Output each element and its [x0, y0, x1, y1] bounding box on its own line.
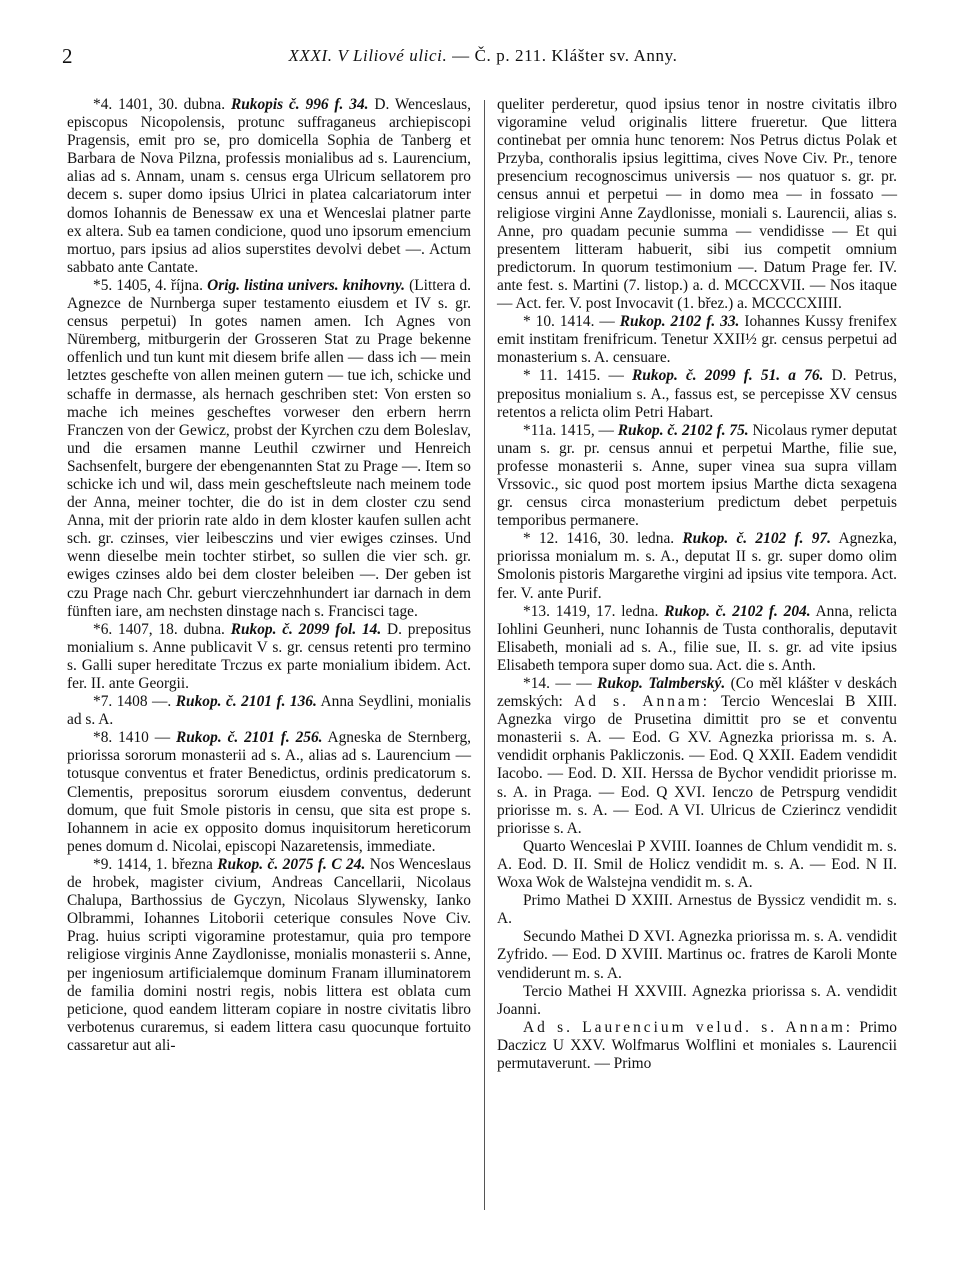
entry-7-text: Anna Seydlini, monialis ad s. A.	[67, 693, 471, 729]
page-number: 2	[62, 44, 73, 68]
paragraph-quarto: Quarto Wenceslai P XVIII. Ioannes de Chlum vendidit m. s. A. Eod. D. II. Smil de Holicz vendidit m. s. A. — Eod. N II. Woxa Wok de Walstejna vendidit m. s. A.	[497, 837, 897, 892]
entry-14	[497, 675, 897, 838]
entry-11a-head: *11a. 1415, —	[523, 421, 618, 439]
entry-12-head: * 12. 1416, 30. ledna.	[523, 530, 683, 548]
entry-14-text-b: Tercio Wenceslai B XIII. Agnezka virgo de Prusetina dimittit pro se et conventu monasterii s. A. — Eod. G XV. Agnezka priorissa m. s. A. vendidit orphanis Pakliczonis. — Eod. Q XXII. Eadem vendidit Iacobo. — Eod. D. XII. Herssa de Bychor vendidit priorisse m. s. A. in Praga. — Eod. Q XVI. Ienczo de Petrspurg vendidit priorisse m. s. A. — Eod. A VI. Ulricus de Czierincz vendidit priorisse s. A.	[497, 693, 897, 837]
entry-14-spaced: Ad s. Annam:	[574, 693, 710, 711]
entry-8-ref: Rukop. č. 2101 f. 256.	[175, 729, 323, 747]
entry-11-head: * 11. 1415. —	[523, 367, 633, 385]
entry-11	[497, 367, 897, 421]
entry-4	[67, 96, 471, 277]
entry-11-text: D. Petrus, prepositus monialium s. A., fassus est, se percepisse XV census retentos a relicta olim Petri Habart.	[497, 367, 898, 421]
entry-5-text: (Littera d. Agnezce de Nurnberga super testamento eiusdem et IV s. gr. census perpetui) In gotes namen amen. Ich Agnes von Nüremberg, mitburgerin der Grosseren Stat zu Prage bekenne offenlich und tun kunt mit diesem brife allen — dass ich — mein letztes geschefte von allen meinen gutern — tue ich, schicke und schaffe in dermasse, als hernach geschriben stet: Von ersten so mache ich meines gescheftes vorweser den erbern herrn Franczen von der Gewicz, probst der Kyrchen czu dem Boleslav, und die ersamen manne Leuthil czwirner und Henreich Sachsenfelt, burgere der ebengenannten Stat zu Prage —. Item so schicke ich und wil, dass mein gescheftsleute nach meinem tode der Anna, meiner tochter, die do ist in dem closter czu send Anna, mit der priorin rate aldo in dem kloster kaufen sullen acht sch. gr. czinses, vier leibesczins und vier ewiges czinses. Und wenn dieselbe mein tochter stirbet, so sullen die vier sch. gr. ewiges czinses aldo bei dem closter beleiben —. Der geben ist czu Prage nach Chr. geburt vierczehnhundert iar darnach in dem fünften iare, am nechsten dinstage nach s. Francisci tage.	[67, 276, 471, 620]
entry-9-text: Nos Wenceslaus de hrobek, magister civium, Andreas Cancellarii, Nicolaus Chalupa, Barthossius de Gyczyn, Nicolaus Slywensky, Ianko Olbrammi, Iohannes Litoborii ceterique consules Nove Civ. Prag. huius scripti vigoramine protestamur, quia pro tempore religiose virginis Anne Zaydlonisse, monialis monasterii s. Anne, per ingeniosum artificialemque dominum Franam illuminatorem de familia domini nostri regis, nobis littera est oblata cum peticione, quod eandem litteram copiare in nostre civitatis libro verbotenus curaremus, si eadem littera casu quocunque fortuito cassaretur aut ali-	[67, 855, 472, 1054]
entry-12-ref: Rukop. č. 2102 f. 97.	[682, 530, 832, 548]
entry-5-head: *5. 1405, 4. října.	[93, 276, 208, 294]
paragraph-secundo: Secundo Mathei D XVI. Agnezka priorissa m. s. A. vendidit Zyfrido. — Eod. D XVIII. Martinus oc. fratres de Karoli Monte vendiderunt m. s. A.	[497, 928, 897, 982]
right-column	[497, 96, 897, 1073]
entry-6	[67, 621, 471, 693]
column-divider	[484, 100, 485, 1210]
entry-13	[497, 603, 897, 675]
entry-6-text: D. prepositus monialium s. Anne publicavit V s. gr. census retenti pro termino s. Galli super hereditate Trczus ex parte monialium ibidem. Act. fer. II. ante Georgii.	[67, 620, 471, 692]
running-header	[62, 44, 904, 74]
entry-7	[67, 693, 471, 729]
entry-10-ref: Rukop. 2102 f. 33.	[619, 313, 740, 331]
entry-10	[497, 313, 897, 367]
entry-7-head: *7. 1408 —.	[93, 693, 176, 711]
entry-5	[67, 277, 471, 621]
entry-8	[67, 729, 471, 856]
laurencium-spaced: Ad s. Laurencium velud. s. Annam:	[523, 1018, 854, 1036]
entry-14-text-a: (Co měl klášter v deskách zemských:	[497, 675, 897, 711]
entry-5-ref: Orig. listina univers. knihovny.	[207, 276, 405, 294]
entry-9-head: *9. 1414, 1. března	[93, 855, 218, 873]
entry-10-head: * 10. 1414. —	[523, 313, 620, 331]
entry-4-text: D. Wenceslaus, episcopus Nicopolensis, protunc suffraganeus archiepiscopi Pragensis, emit pro se, pro domicella Sophia de Tanberg et Barbara de Nova Pilzna, professis monialibus ad s. Laurencium, alias ad s. Annam, unam s. census erga Ulricum sellatorem pro decem s. super domo ipsius Ulrici in platea calcariatorum inter domos Iohannis de Benessaw ex una et Wenceslai platner parte ex altera. Sub ea tamen condicione, quod uno ipsorum emencium mortuo, pars ipsius ad alios superstites devolvi debet —. Actum sabbato ante Cantate.	[67, 96, 471, 276]
entry-8-text: Agneska de Sternberg, priorissa sororum monasterii ad s. A., alias ad s. Laurencium — totusque conventus et frater Benedictus, ordinis predicatorum s. Clementis, prepositus sororum eiusdem conventus, dederunt domum, que fuit Smole pistoris in censu, que sita est prope s. Iohannem in acie ex opposito domus inquisitorum hereticorum penes domum d. Nicolai, episcopi Nazaretensis, immediate.	[67, 729, 471, 855]
entry-4-ref: Rukopis č. 996 f. 34.	[230, 96, 369, 113]
entry-9	[67, 856, 471, 1055]
laurencium-text: Primo Daczicz U XXV. Wolfmarus Wolflini et moniales s. Laurencii permutaverunt. — Primo	[497, 1018, 897, 1072]
entry-12-text: Agnezka, priorissa monialum m. s. A., deputat II s. gr. super domo olim Smolonis pistoris Margarethe virgini ad ipsius vite tempora. Act. fer. V. ante Purif.	[497, 530, 897, 602]
entry-13-head: *13. 1419, 17. ledna.	[523, 602, 665, 620]
paragraph-primo: Primo Mathei D XXIII. Arnestus de Byssicz vendidit m. s. A.	[497, 892, 897, 928]
entry-13-ref: Rukop. č. 2102 f. 204.	[664, 602, 811, 620]
entry-14-head: *14. — —	[523, 675, 598, 692]
entry-4-head: *4. 1401, 30. dubna.	[93, 96, 231, 113]
entry-13-text: Anna, relicta Iohlini Geunheri, nunc Iohannis de Tusta conthoralis, deputavit Elisabeth, moniali ad s. A., filie sue, II. s. gr. ad vite ipsius Elisabeth tempora super domo sua. Act. die s. Anth.	[497, 602, 897, 674]
entry-11a-ref: Rukop. č. 2102 f. 75.	[617, 421, 749, 439]
running-title-italic: XXXI. V Liliové ulici.	[288, 46, 448, 65]
entry-6-head: *6. 1407, 18. dubna.	[93, 620, 231, 638]
paragraph-laurencium	[497, 1019, 897, 1073]
running-title	[62, 46, 904, 66]
entry-9-ref: Rukop. č. 2075 f. C 24.	[217, 855, 366, 873]
entry-7-ref: Rukop. č. 2101 f. 136.	[175, 693, 317, 711]
entry-11-ref: Rukop. č. 2099 f. 51. a 76.	[632, 367, 824, 385]
paragraph-tercio: Tercio Mathei H XXVIII. Agnezka priorissa s. A. vendidit Joanni.	[497, 982, 897, 1018]
entry-9-continuation: queliter perderetur, quod ipsius tenor in nostre civitatis ilbro vigoramine velud originalis littere frueretur. Que littera continebat per omnia hunc tenorem: Nos Petrus dictus Polak et Przyba, conthoralis ipsius legittima, cives Nove Civ. Pr., tenore presencium recognoscimus universis — nos quatuor s. gr. pr. census annui et perpetui — in domo mea — in fossato — religiose virgini Anne Zaydlonisse, moniali s. Laurencii, alias s. Anne, pro quadam pecunie summa — vendidisse — Et qui presentem litteram habuerit, sibi ius competit omnium predictorum. In quorum testimonium —. Datum Prage fer. IV. ante fest. s. Martini (7. listop.) a. d. MCCCXVII. — Nos itaque — Act. fer. V. post Invocavit (1. břez.) a. MCCCCXIIII.	[497, 96, 897, 313]
entry-8-head: *8. 1410 —	[93, 729, 176, 747]
running-title-rest: — Č. p. 211. Klášter sv. Anny.	[447, 46, 678, 65]
left-column	[67, 96, 471, 1055]
entry-11a	[497, 422, 897, 531]
entry-11a-text: Nicolaus rymer deputat unam s. gr. pr. census annui et perpetui Marthe, filie sue, professe monasterii s. Anne, super vinea sua supra villam Vrssovic., sic quod post mortem ipsius Marthe dicta sexagena gr. census circa monasterium predictum debet perpetuis temporibus permanere.	[497, 421, 897, 530]
entry-14-ref: Rukop. Talmberský.	[597, 675, 726, 692]
entry-6-ref: Rukop. č. 2099 fol. 14.	[230, 620, 382, 638]
entry-10-text: Iohannes Kussy frenifex emit institam frenifricum. Tenetur XXII½ gr. census perpetui ad monasterium s. A. censuare.	[497, 313, 898, 367]
entry-12	[497, 530, 897, 602]
